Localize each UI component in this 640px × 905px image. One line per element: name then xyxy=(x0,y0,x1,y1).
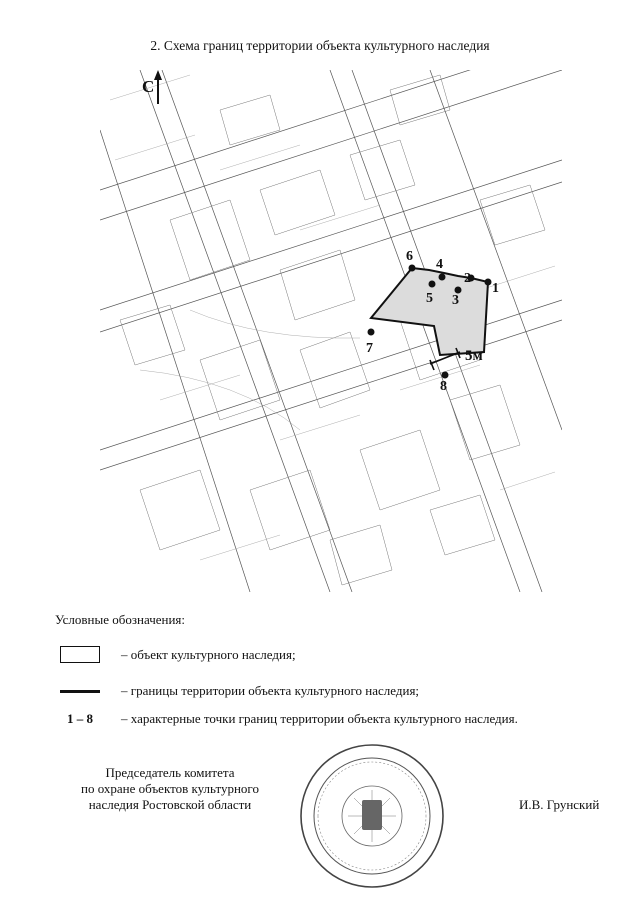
official-seal xyxy=(298,742,446,890)
point-label-1: 1 xyxy=(492,281,499,296)
point-label-5: 5 xyxy=(426,291,433,306)
legend-symbol-box xyxy=(60,646,100,663)
point-label-4: 4 xyxy=(436,257,443,272)
legend-symbol-line xyxy=(60,690,100,693)
point-label-3: 3 xyxy=(452,293,459,308)
scale-label: 5м xyxy=(465,348,483,364)
north-label: С xyxy=(142,77,155,96)
legend-heading: Условные обозначения: xyxy=(55,612,186,627)
signatory-name: И.В. Грунский xyxy=(519,797,600,812)
legend-text: – границы территории объекта культурного наследия; xyxy=(121,683,420,698)
legend-item-points xyxy=(55,710,625,730)
signatory-position xyxy=(50,765,290,813)
legend-text: – объект культурного наследия; xyxy=(121,647,296,662)
legend-item-object xyxy=(55,646,625,666)
page-title: 2. Схема границ территории объекта культурного наследия xyxy=(150,38,490,53)
position-line: по охране объектов культурного xyxy=(81,781,259,796)
legend-text: – характерные точки границ территории объекта культурного наследия. xyxy=(121,711,518,726)
position-line: наследия Ростовской области xyxy=(88,797,252,812)
point-label-8: 8 xyxy=(440,379,447,394)
legend-symbol-numbers: 1 – 8 xyxy=(67,711,93,726)
seal-emblem-icon xyxy=(362,800,382,830)
position-line: Председатель комитета xyxy=(105,765,235,780)
cadastral-map xyxy=(100,70,562,592)
point-label-2: 2 xyxy=(464,271,471,286)
legend-item-boundary xyxy=(55,682,625,702)
point-label-6: 6 xyxy=(406,249,413,264)
point-label-7: 7 xyxy=(366,341,373,356)
